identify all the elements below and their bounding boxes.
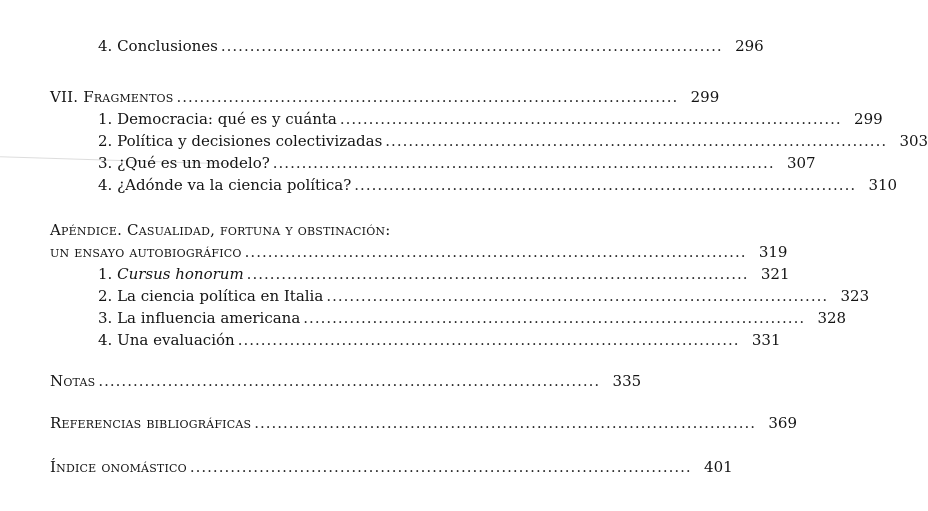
leader-dots: .......................................................................................	[246, 265, 749, 283]
toc-entry-cursus	[98, 263, 790, 285]
leader-dots: .......................................................................................	[176, 88, 679, 106]
leader-dots: .......................................................................................	[254, 414, 757, 432]
leader-dots: .......................................................................................	[189, 458, 692, 476]
toc-entry-italia	[98, 285, 870, 307]
entry-title-italic: Cursus honorum	[117, 265, 244, 283]
toc-entry-politica	[98, 130, 928, 152]
toc-entry-apendice-title	[50, 219, 544, 241]
section-heading-continued: un ensayo autobiográfico	[50, 243, 242, 261]
page-number: 296	[735, 37, 764, 55]
toc-entry-democracia	[98, 108, 883, 130]
toc-entry-adonde	[98, 174, 898, 196]
entry-label: 2. La ciencia política en Italia	[98, 287, 324, 305]
leader-dots: .......................................................................................	[326, 287, 829, 305]
entry-label: 4. Conclusiones	[98, 37, 218, 55]
leader-dots: .......................................................................................	[98, 372, 601, 390]
entry-label: 3. ¿Qué es un modelo?	[98, 154, 270, 172]
entry-label: 3. La influencia americana	[98, 309, 301, 327]
entry-label: 4. ¿Adónde va la ciencia política?	[98, 176, 352, 194]
page-number: 319	[758, 243, 788, 261]
toc-entry-fragmentos	[50, 86, 720, 108]
section-heading: Apéndice. Casualidad, fortuna y obstinación:	[50, 221, 391, 239]
page-number: 331	[751, 331, 781, 349]
page-number: 328	[817, 309, 847, 327]
page-number: 369	[768, 414, 798, 432]
section-heading: Índice onomástico	[50, 458, 187, 476]
leader-dots: .......................................................................................	[354, 176, 857, 194]
leader-dots: .......................................................................................	[303, 309, 806, 327]
page-number: 323	[840, 287, 870, 305]
toc-entry-referencias	[50, 412, 798, 434]
leader-dots: .......................................................................................	[237, 331, 740, 349]
page-number: 335	[612, 372, 642, 390]
toc-entry-evaluacion	[98, 329, 781, 351]
page-number: 401	[704, 458, 733, 476]
toc-entry-apendice	[50, 241, 788, 263]
toc-entry-notas	[50, 370, 642, 392]
page-number: 303	[899, 132, 928, 150]
page-number: 321	[760, 265, 790, 283]
leader-dots: .......................................................................................	[220, 37, 723, 55]
page-number: 310	[868, 176, 898, 194]
toc-entry-conclusiones	[98, 35, 764, 57]
page-number: 299	[854, 110, 883, 128]
section-heading: VII. Fragmentos	[50, 88, 174, 106]
entry-label: 4. Una evaluación	[98, 331, 235, 349]
leader-dots: .......................................................................................	[272, 154, 775, 172]
toc-entry-influencia	[98, 307, 847, 329]
leader-dots: .......................................................................................	[339, 110, 842, 128]
entry-label	[98, 263, 244, 285]
page-number: 299	[690, 88, 720, 106]
page-number: 307	[786, 154, 816, 172]
section-heading: Referencias bibliográficas	[50, 414, 252, 432]
leader-dots: .......................................................................................	[385, 132, 888, 150]
section-heading: Notas	[50, 372, 96, 390]
entry-number: 1.	[98, 265, 118, 283]
toc-entry-modelo	[98, 152, 816, 174]
leader-dots: .......................................................................................	[244, 243, 747, 261]
entry-label: 1. Democracia: qué es y cuánta	[98, 110, 337, 128]
entry-label: 2. Política y decisiones colectivizadas	[98, 132, 383, 150]
toc-entry-indice	[50, 456, 733, 478]
